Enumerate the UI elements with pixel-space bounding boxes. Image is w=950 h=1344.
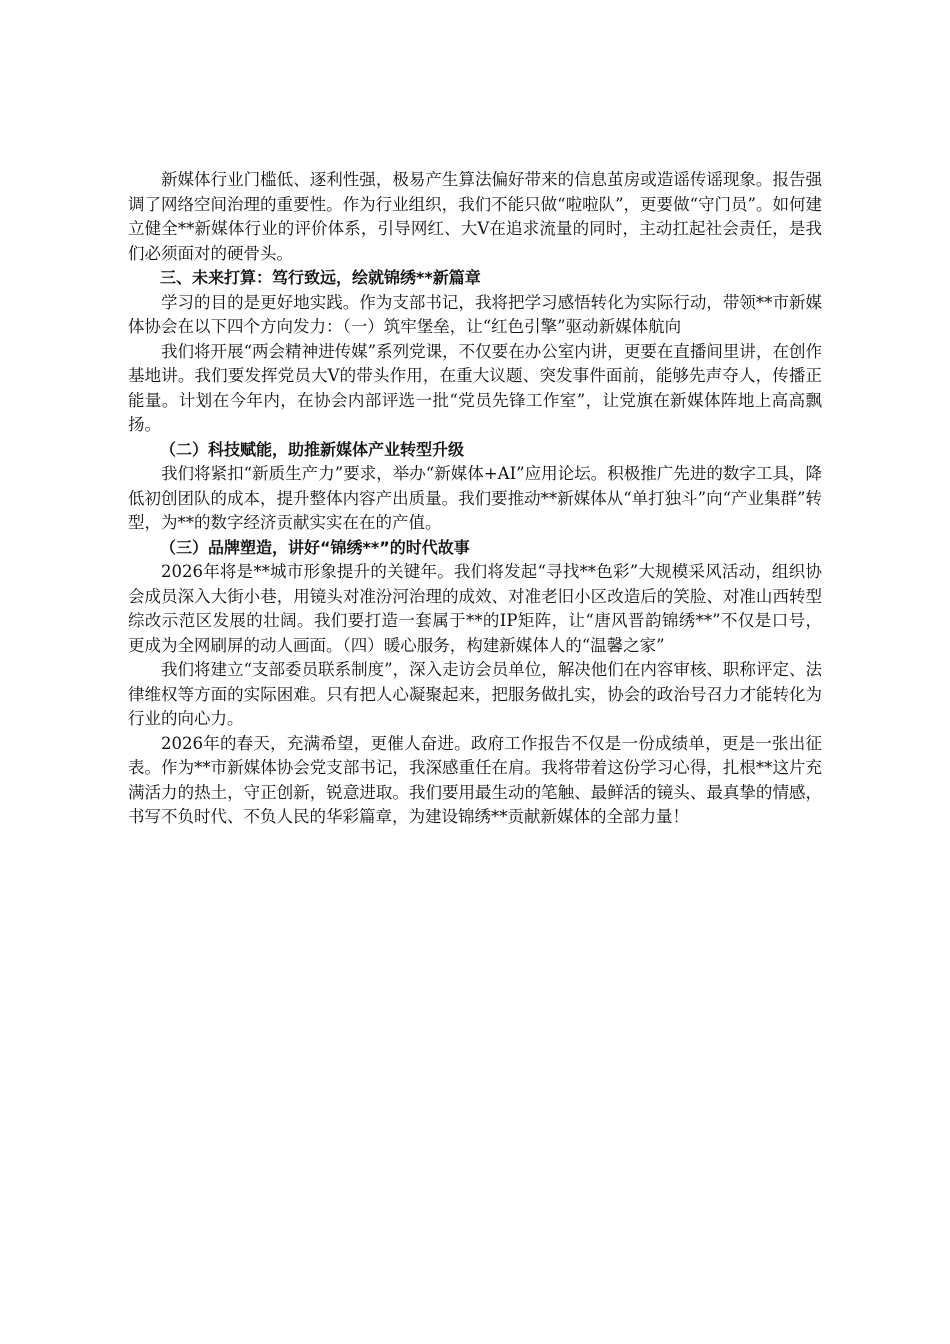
subheading-brand-building: （三）品牌塑造，讲好“锦绣**”的时代故事 bbox=[160, 537, 470, 557]
section-heading-future-plans: 三、未来打算：笃行致远，绘就锦绣**新篇章 bbox=[160, 268, 481, 287]
subheading-tech-empowerment: （二）科技赋能，助推新媒体产业转型升级 bbox=[160, 439, 465, 459]
paragraph-city-image: 2026年将是**城市形象提升的关键年。我们将发起“寻找**色彩”大规模采风活动，组织协会成员深入大街小巷，用镜头对准汾河治理的成效、对准老旧小区改造后的笑脸、对准山西转型综改示范区发展的壮阔。我们要打造一套属于**的IP矩阵，让“唐风晋韵锦绣**”不仅是口号，更成为全网刷屏的动人画面。（四）暖心服务，构建新媒体人的“温馨之家” bbox=[128, 562, 822, 655]
paragraph-study-to-practice: 学习的目的是更好地实践。作为支部书记，我将把学习感悟转化为实际行动，带领**市新媒体协会在以下四个方向发力：（一）筑牢堡垒，让“红色引擎”驱动新媒体航向 bbox=[128, 292, 822, 336]
paragraph-media-industry-problems: 新媒体行业门槛低、逐利性强，极易产生算法偏好带来的信息茧房或造谣传谣现象。报告强调了网络空间治理的重要性。作为行业组织，我们不能只做“啦啦队”，更要做“守门员”。如何建立健全**新媒体行业的评价体系，引导网红、大V在追求流量的同时，主动扛起社会责任，是我们必须面对的硬骨头。 bbox=[128, 170, 822, 263]
paragraph-conclusion: 2026年的春天，充满希望，更催人奋进。政府工作报告不仅是一份成绩单，更是一张出征表。作为**市新媒体协会党支部书记，我深感重任在肩。我将带着这份学习心得，扎根**这片充满活力的热土，守正创新，锐意进取。我们要用最生动的笔触、最鲜活的镜头、最真挚的情感，书写不负时代、不负人民的华彩篇章，为建设锦绣**贡献新媒体的全部力量！ bbox=[128, 733, 822, 826]
document-body bbox=[128, 168, 822, 830]
paragraph-new-productivity: 我们将紧扣“新质生产力”要求，举办“新媒体+AI”应用论坛。积极推广先进的数字工具，降低初创团队的成本，提升整体内容产出质量。我们要推动**新媒体从“单打独斗”向“产业集群”转型，为**的数字经济贡献实实在在的产值。 bbox=[128, 464, 822, 532]
paragraph-party-lectures: 我们将开展“两会精神进传媒”系列党课，不仅要在办公室内讲，更要在直播间里讲，在创作基地讲。我们要发挥党员大V的带头作用，在重大议题、突发事件面前，能够先声夺人，传播正能量。计划在今年内，在协会内部评选一批“党员先锋工作室”，让党旗在新媒体阵地上高高飘扬。 bbox=[128, 341, 822, 434]
paragraph-member-service: 我们将建立“支部委员联系制度”，深入走访会员单位，解决他们在内容审核、职称评定、法律维权等方面的实际困难。只有把人心凝聚起来，把服务做扎实，协会的政治号召力才能转化为行业的向心力。 bbox=[128, 660, 822, 728]
